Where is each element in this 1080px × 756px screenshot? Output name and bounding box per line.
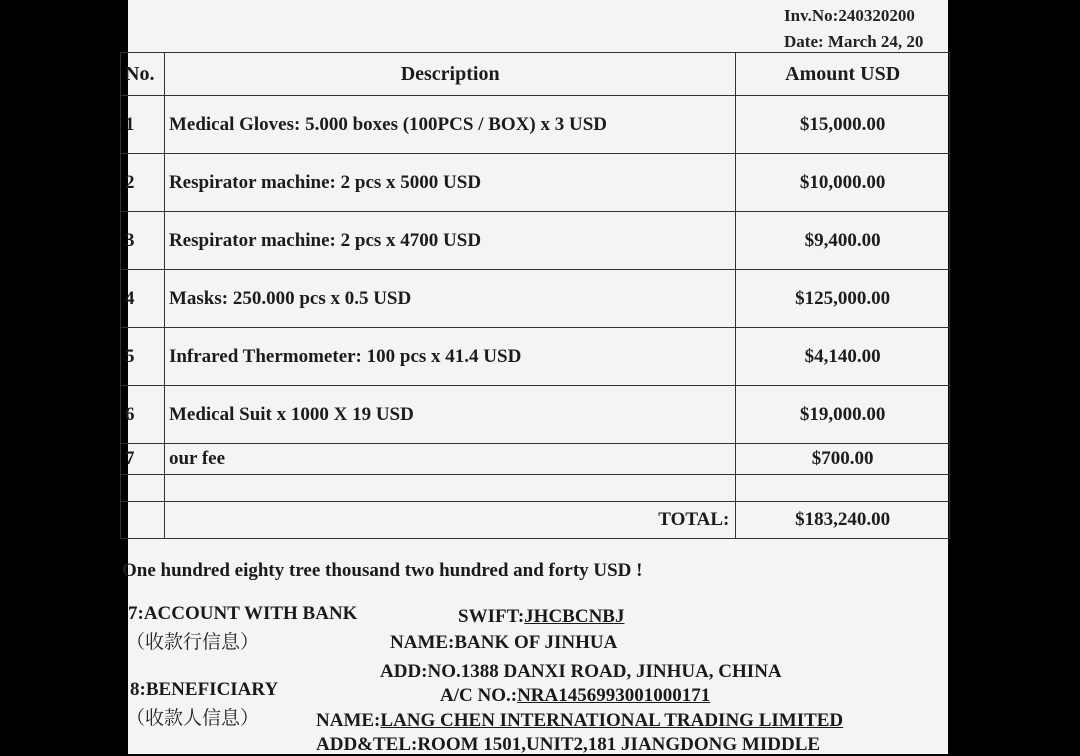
row-amount: $9,400.00 bbox=[736, 212, 950, 270]
row-description: Infrared Thermometer: 100 pcs x 41.4 USD bbox=[164, 328, 735, 386]
bank-name-line: NAME:BANK OF JINHUA bbox=[390, 632, 618, 653]
row-no: 4 bbox=[121, 270, 165, 328]
total-label: TOTAL: bbox=[658, 509, 730, 530]
invoice-table bbox=[120, 52, 950, 539]
acno-value: NRA1456993001000171 bbox=[517, 685, 711, 706]
beneficiary-name-line bbox=[316, 710, 843, 732]
swift-label: SWIFT: bbox=[458, 606, 525, 627]
row-amount: $10,000.00 bbox=[736, 154, 950, 212]
invoice-number: Inv.No:240320200 bbox=[784, 6, 915, 25]
row-amount: $700.00 bbox=[736, 444, 950, 475]
swift-line bbox=[458, 606, 624, 628]
row-no: 5 bbox=[121, 328, 165, 386]
table-row bbox=[121, 444, 950, 475]
section-8-chinese: （收款人信息） bbox=[126, 707, 260, 729]
header-no: No. bbox=[121, 53, 165, 96]
invoice-paper bbox=[122, 0, 948, 755]
acno-label: A/C NO.: bbox=[440, 685, 518, 706]
total-amount: $183,240.00 bbox=[736, 502, 950, 539]
row-no: 7 bbox=[121, 444, 165, 475]
table-row bbox=[121, 386, 950, 444]
row-description: Medical Suit x 1000 X 19 USD bbox=[164, 386, 735, 444]
beneficiary-name-value: LANG CHEN INTERNATIONAL TRADING LIMITED bbox=[380, 710, 844, 731]
table-row bbox=[121, 154, 950, 212]
account-number-line bbox=[440, 685, 710, 707]
section-7-chinese: （收款行信息） bbox=[126, 631, 260, 653]
row-description: Respirator machine: 2 pcs x 4700 USD bbox=[164, 212, 735, 270]
section-7-label: 7:ACCOUNT WITH BANK bbox=[128, 603, 358, 624]
row-description: Medical Gloves: 5.000 boxes (100PCS / BOX) x 3 USD bbox=[164, 96, 735, 154]
swift-value: JHCBCNBJ bbox=[524, 606, 625, 627]
row-amount: $15,000.00 bbox=[736, 96, 950, 154]
table-row bbox=[121, 328, 950, 386]
table-row bbox=[121, 270, 950, 328]
row-amount: $19,000.00 bbox=[736, 386, 950, 444]
header-amount: Amount USD bbox=[736, 53, 950, 96]
header-description: Description bbox=[164, 53, 735, 96]
row-amount: $125,000.00 bbox=[736, 270, 950, 328]
row-amount: $4,140.00 bbox=[736, 328, 950, 386]
row-description: our fee bbox=[164, 444, 735, 475]
table-row bbox=[121, 212, 950, 270]
table-header-row bbox=[121, 53, 950, 96]
section-8-label: 8:BENEFICIARY bbox=[130, 679, 279, 700]
row-no: 6 bbox=[121, 386, 165, 444]
beneficiary-address-line: ADD&TEL:ROOM 1501,UNIT2,181 JIANGDONG MIDDLE bbox=[316, 734, 821, 755]
blank-row bbox=[121, 475, 950, 502]
amount-in-words: One hundred eighty tree thousand two hundred and forty USD ! bbox=[122, 560, 643, 581]
row-description: Masks: 250.000 pcs x 0.5 USD bbox=[164, 270, 735, 328]
row-no: 3 bbox=[121, 212, 165, 270]
beneficiary-name-label: NAME: bbox=[316, 710, 381, 731]
row-description: Respirator machine: 2 pcs x 5000 USD bbox=[164, 154, 735, 212]
row-no: 2 bbox=[121, 154, 165, 212]
row-no: 1 bbox=[121, 96, 165, 154]
invoice-date: Date: March 24, 20 bbox=[784, 32, 924, 51]
total-row bbox=[121, 502, 950, 539]
bank-address-line: ADD:NO.1388 DANXI ROAD, JINHUA, CHINA bbox=[380, 661, 782, 682]
table-row bbox=[121, 96, 950, 154]
